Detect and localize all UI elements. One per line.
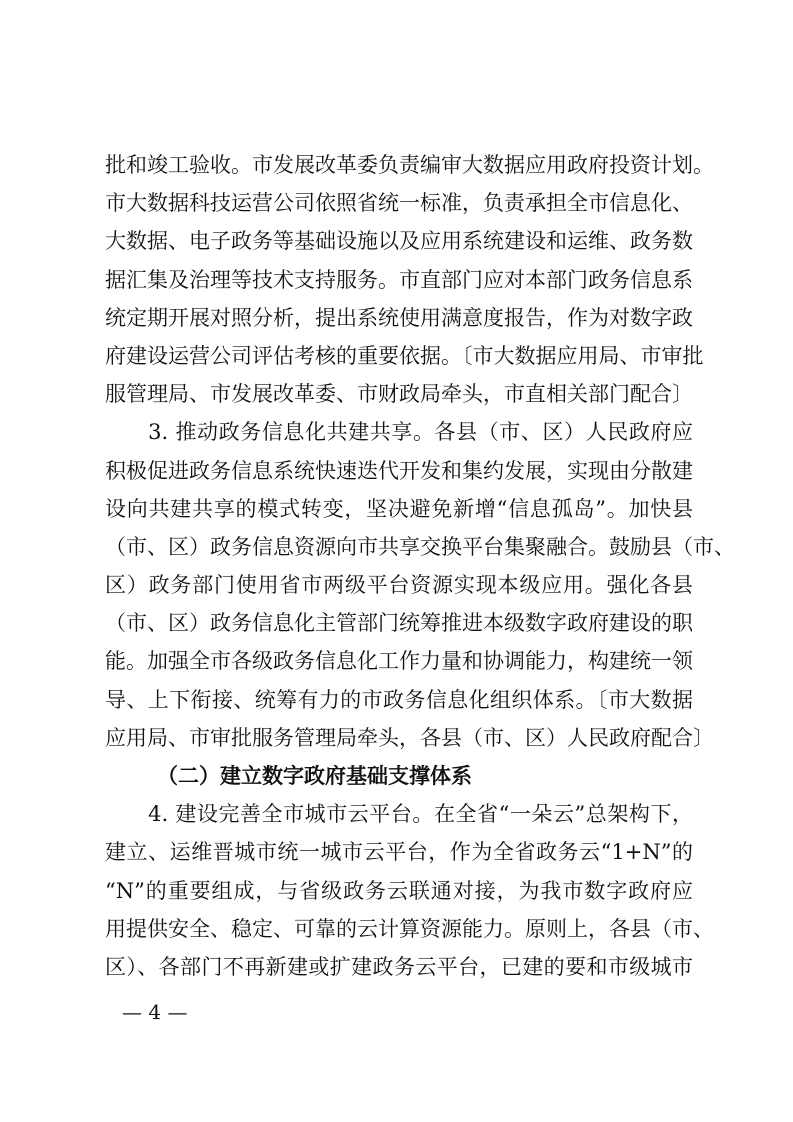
paragraph-line: 能。加强全市各级政务信息化工作力量和协调能力，构建统一领	[105, 649, 693, 674]
paragraph-line: 府建设运营公司评估考核的重要依据。〔市大数据应用局、市审批	[105, 343, 704, 368]
paragraph-line: 3. 推动政务信息化共建共享。各县（市、区）人民政府应	[105, 420, 693, 445]
paragraph-line: 积极促进政务信息系统快速迭代开发和集约发展，实现由分散建	[105, 458, 693, 483]
paragraph-line: “N”的重要组成，与省级政务云联通对接，为我市数字政府应	[105, 878, 693, 903]
paragraph-line: 据汇集及治理等技术支持服务。市直部门应对本部门政务信息系	[105, 267, 693, 292]
paragraph-line: 区）、各部门不再新建或扩建政务云平台，已建的要和市级城市	[105, 954, 693, 979]
paragraph-line: 区）政务部门使用省市两级平台资源实现本级应用。强化各县	[105, 573, 693, 598]
page-number: — 4 —	[122, 1000, 188, 1024]
paragraph-line: 应用局、市审批服务管理局牵头，各县（市、区）人民政府配合〕	[105, 725, 714, 750]
paragraph-line: 大数据、电子政务等基础设施以及应用系统建设和运维、政务数	[105, 229, 693, 254]
paragraph-line: （市、区）政务信息资源向市共享交换平台集聚融合。鼓励县（市、	[105, 534, 735, 559]
paragraph-line: 导、上下衔接、统筹有力的市政务信息化组织体系。〔市大数据	[105, 687, 693, 712]
paragraph-line: 服管理局、市发展改革委、市财政局牵头，市直相关部门配合〕	[105, 382, 693, 407]
paragraph-line: 设向共建共享的模式转变，坚决避免新增“信息孤岛”。加快县	[105, 496, 693, 521]
paragraph-line: 统定期开展对照分析，提出系统使用满意度报告，作为对数字政	[105, 305, 693, 330]
paragraph-line: 批和竣工验收。市发展改革委负责编审大数据应用政府投资计划。	[105, 153, 714, 177]
paragraph-line: 用提供安全、稳定、可靠的云计算资源能力。原则上，各县（市、	[105, 916, 714, 941]
paragraph-line: 市大数据科技运营公司依照省统一标准，负责承担全市信息化、	[105, 191, 693, 216]
section-heading: （二）建立数字政府基础支撑体系	[157, 764, 472, 788]
document-body	[105, 146, 735, 986]
paragraph-line: 建立、运维晋城市统一城市云平台，作为全省政务云“1+N”的	[105, 840, 693, 865]
paragraph-line: （市、区）政务信息化主管部门统筹推进本级数字政府建设的职	[105, 611, 693, 636]
paragraph-line: 4. 建设完善全市城市云平台。在全省“一朵云”总架构下，	[105, 802, 693, 827]
